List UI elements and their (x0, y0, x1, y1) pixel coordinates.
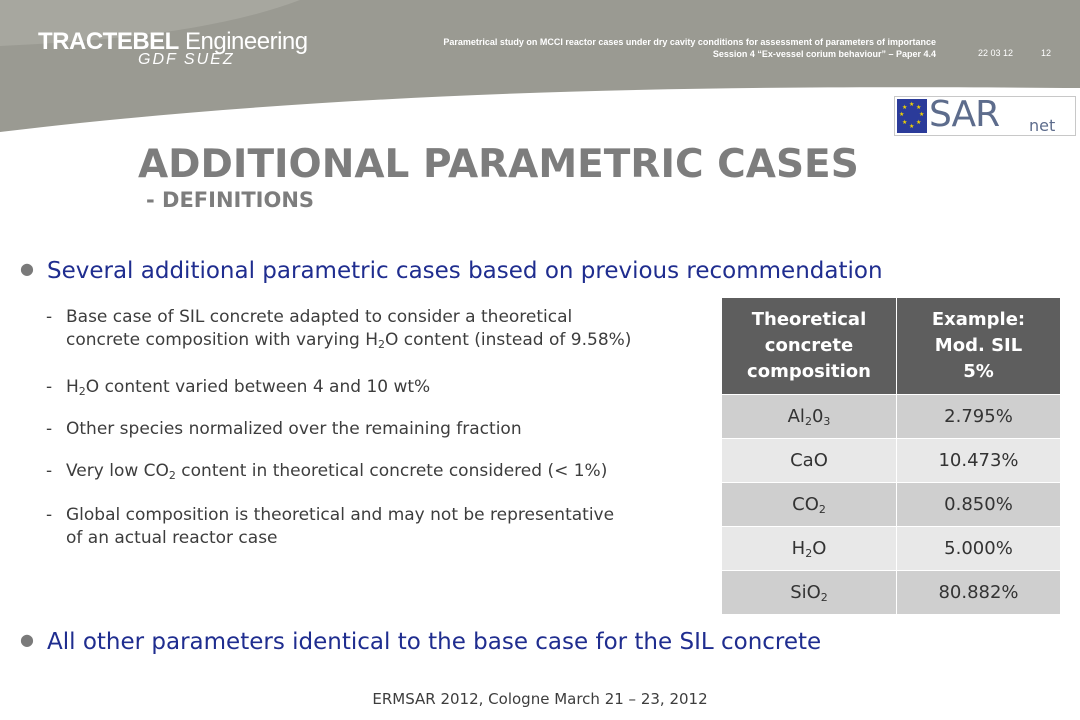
table-row (722, 395, 1061, 439)
bullet-icon: ● (20, 259, 34, 278)
value-cell: 2.795% (897, 395, 1061, 439)
table-row (722, 527, 1061, 571)
table-row (722, 571, 1061, 615)
species-cell: CaO (722, 439, 897, 483)
study-title: Parametrical study on MCCI reactor cases under dry cavity conditions for assessment of parameters of importance (443, 37, 936, 47)
sarnet-logo (894, 96, 1076, 136)
header-study-info (300, 36, 936, 60)
species-cell: $CO_2$ (722, 483, 897, 527)
species-cell: $Al_20_3$ (722, 395, 897, 439)
species-cell: $H_2O$ (722, 527, 897, 571)
table-header-row (722, 298, 1061, 395)
value-cell: 80.882% (897, 571, 1061, 615)
species-cell: SiO$_2$ (722, 571, 897, 615)
net-wordmark: net (1029, 116, 1056, 135)
session-label: Session 4 “Ex-vessel corium behaviour” – Paper 4.4 (712, 49, 936, 59)
eu-flag-icon: ★ ★ ★ ★ ★ ★ ★ ★ (897, 99, 927, 133)
header-date: 22 03 12 (978, 48, 1014, 58)
parent-company-logo: GDF SUEZ (138, 51, 235, 68)
company-logo: TRACTEBEL Engineering (38, 28, 308, 55)
table-row (722, 483, 1061, 527)
slide-title: ADDITIONAL PARAMETRIC CASES (138, 142, 859, 187)
composition-table (721, 297, 1061, 615)
value-cell: 10.473% (897, 439, 1061, 483)
column-header-composition: Theoretical concrete composition (722, 298, 897, 395)
footer-conference: ERMSAR 2012, Cologne March 21 – 23, 2012 (372, 690, 708, 708)
bullet-text: All other parameters identical to the base case for the SIL concrete (47, 629, 822, 655)
value-cell: 5.000% (897, 527, 1061, 571)
page-number: 12 (1041, 48, 1052, 58)
table-row (722, 439, 1061, 483)
slide-subtitle: - DEFINITIONS (146, 188, 315, 212)
value-cell: 0.850% (897, 483, 1061, 527)
bullet-text: Several additional parametric cases based on previous recommendation (47, 258, 883, 284)
column-header-example: Example: Mod. SIL 5% (897, 298, 1061, 395)
sar-wordmark: SAR (929, 94, 1000, 135)
bullet-icon: ● (20, 630, 34, 649)
